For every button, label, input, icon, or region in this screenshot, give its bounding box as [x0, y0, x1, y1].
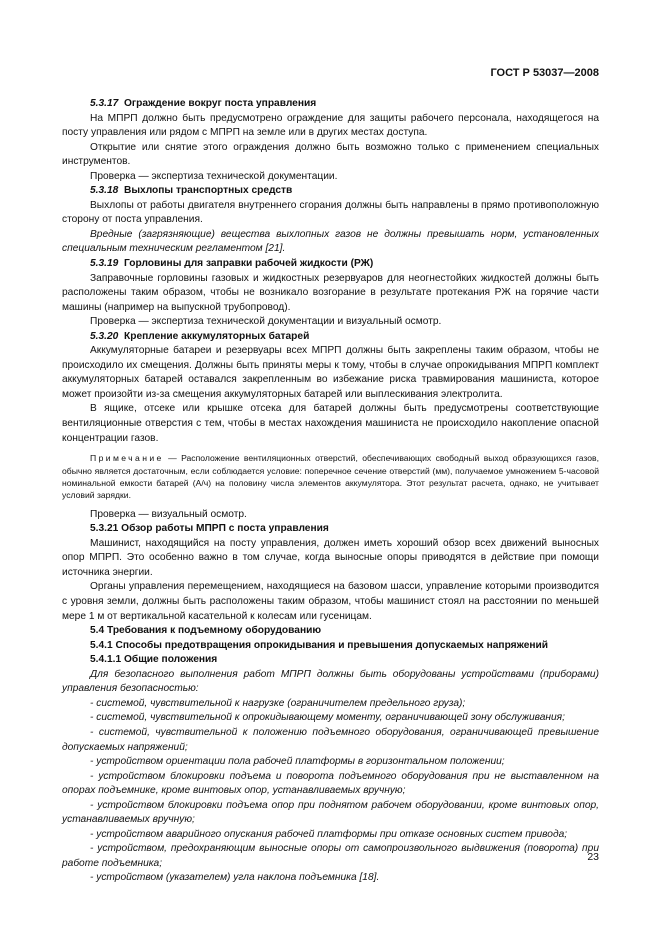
note-text: — Расположение вентиляционных отверстий, обеспечивающих свободный выход образующихся газов, обычно является достаточным, если соблюдается условие: поперечное сечение отверстий (мм), получаемое умножением 5-часовой номинальной емкости батарей (А/ч) на половину числа элементов аккумулятора. Этот результат расчета, однако, не учитывает условий зарядки.	[62, 453, 599, 501]
paragraph-italic: Вредные (загрязняющие) вещества выхлопных газов не должны превышать норм, установленных специальным техническим регламентом [21].	[62, 228, 599, 255]
section-5-4-1-heading: 5.4.1 Способы предотвращения опрокидывания и превышения допускаемых напряжений	[90, 639, 549, 651]
paragraph: Выхлопы от работы двигателя внутреннего сгорания должны быть направлены в прямо противоположную сторону от поста управления.	[62, 199, 599, 226]
section-5-3-20-heading: 5.3.20 Крепление аккумуляторных батарей	[90, 330, 310, 342]
paragraph: Аккумуляторные батареи и резервуары всех МПРП должны быть закреплены таким образом, чтобы не происходило их смещения. Должны быть приняты меры к тому, чтобы в случае опрокидывания МПРП комплект аккумуляторных батарей оставался закрепленным во избежание риска травмирования машиниста, которое может произойти из-за смещения аккумуляторных батарей или выплескивания электролита.	[62, 345, 599, 400]
paragraph: Машинист, находящийся на посту управления, должен иметь хороший обзор всех движений выносных опор МПРП. Это особенно важно в том случае, когда выносные опоры приводятся в действие при помощи источника энергии.	[62, 537, 599, 578]
section-5-4-1-1-heading: 5.4.1.1 Общие положения	[90, 654, 218, 666]
paragraph-italic: Для безопасного выполнения работ МПРП должны быть оборудованы устройствами (приборами) управления безопасностью:	[62, 668, 599, 695]
list-item: - системой, чувствительной к опрокидывающему моменту, ограничивающей зону обслуживания;	[90, 712, 565, 724]
list-item: - устройством блокировки подъема опор при поднятом рабочем оборудовании, кроме винтовых опор, устанавливаемых вручную;	[62, 799, 599, 826]
list-item: - системой, чувствительной к нагрузке (ограничителем предельного груза);	[90, 697, 466, 709]
paragraph: В ящике, отсеке или крышке отсека для батарей должны быть предусмотрены соответствующие вентиляционные отверстия с тем, чтобы в местах нахождения машиниста не происходило накопление опасной концентрации газов.	[62, 403, 599, 444]
note	[62, 452, 599, 502]
list-item: - устройством, предохраняющим выносные опоры от самопроизвольного выдвижения (поворота) при работе подъемника;	[62, 843, 599, 869]
paragraph: Проверка — экспертиза технической документации.	[90, 170, 338, 182]
list-item: - устройством блокировки подъема и поворота подъемного оборудования при не выставленном на опорах подъемнике, кроме винтовых опор, устанавливаемых вручную;	[62, 770, 599, 797]
list-item: - системой, чувствительной к положению подъемного оборудования, ограничивающей превышение допускаемых напряжений;	[62, 726, 599, 753]
document-body	[62, 97, 599, 886]
note-label: Примечание	[90, 453, 164, 464]
section-5-3-19-heading: 5.3.19 Горловины для заправки рабочей жидкости (РЖ)	[90, 258, 374, 270]
section-5-3-21-heading: 5.3.21 Обзор работы МПРП с поста управления	[90, 523, 329, 535]
list-item: - устройством (указателем) угла наклона подъемника [18].	[90, 872, 380, 884]
page-number: 23	[587, 851, 599, 863]
section-5-3-18-heading: 5.3.18 Выхлопы транспортных средств	[90, 185, 293, 197]
section-5-4-heading: 5.4 Требования к подъемному оборудованию	[90, 625, 322, 637]
paragraph: На МПРП должно быть предусмотрено ограждение для защиты рабочего персонала, находящегося на посту управления или рядом с МПРП на земле или в других местах доступа.	[62, 112, 599, 139]
paragraph: Заправочные горловины газовых и жидкостных резервуаров для неогнестойких жидкостей должны быть расположены таким образом, чтобы не возникало возгорание в результате протекания РЖ на горячие части машины (например на выпускной трубопровод).	[62, 272, 599, 313]
paragraph: Органы управления перемещением, находящиеся на базовом шасси, управление которыми производится с уровня земли, должны быть расположены таким образом, чтобы машинист стоял на расстоянии по меньшей мере 1 м от вертикальной касательной к колесам или гусеницам.	[62, 581, 599, 622]
document-code: ГОСТ Р 53037—2008	[490, 67, 599, 79]
paragraph: Открытие или снятие этого ограждения должно быть возможно только с применением специальных инструментов.	[62, 141, 599, 168]
list-item: - устройством аварийного опускания рабочей платформы при отказе основных систем привода;	[90, 828, 568, 840]
list-item: - устройством ориентации пола рабочей платформы в горизонтальном положении;	[90, 756, 505, 768]
section-5-3-17-heading: 5.3.17 Ограждение вокруг поста управления	[90, 98, 317, 109]
paragraph: Проверка — визуальный осмотр.	[90, 508, 247, 520]
paragraph: Проверка — экспертиза технической документации и визуальный осмотр.	[90, 316, 442, 328]
